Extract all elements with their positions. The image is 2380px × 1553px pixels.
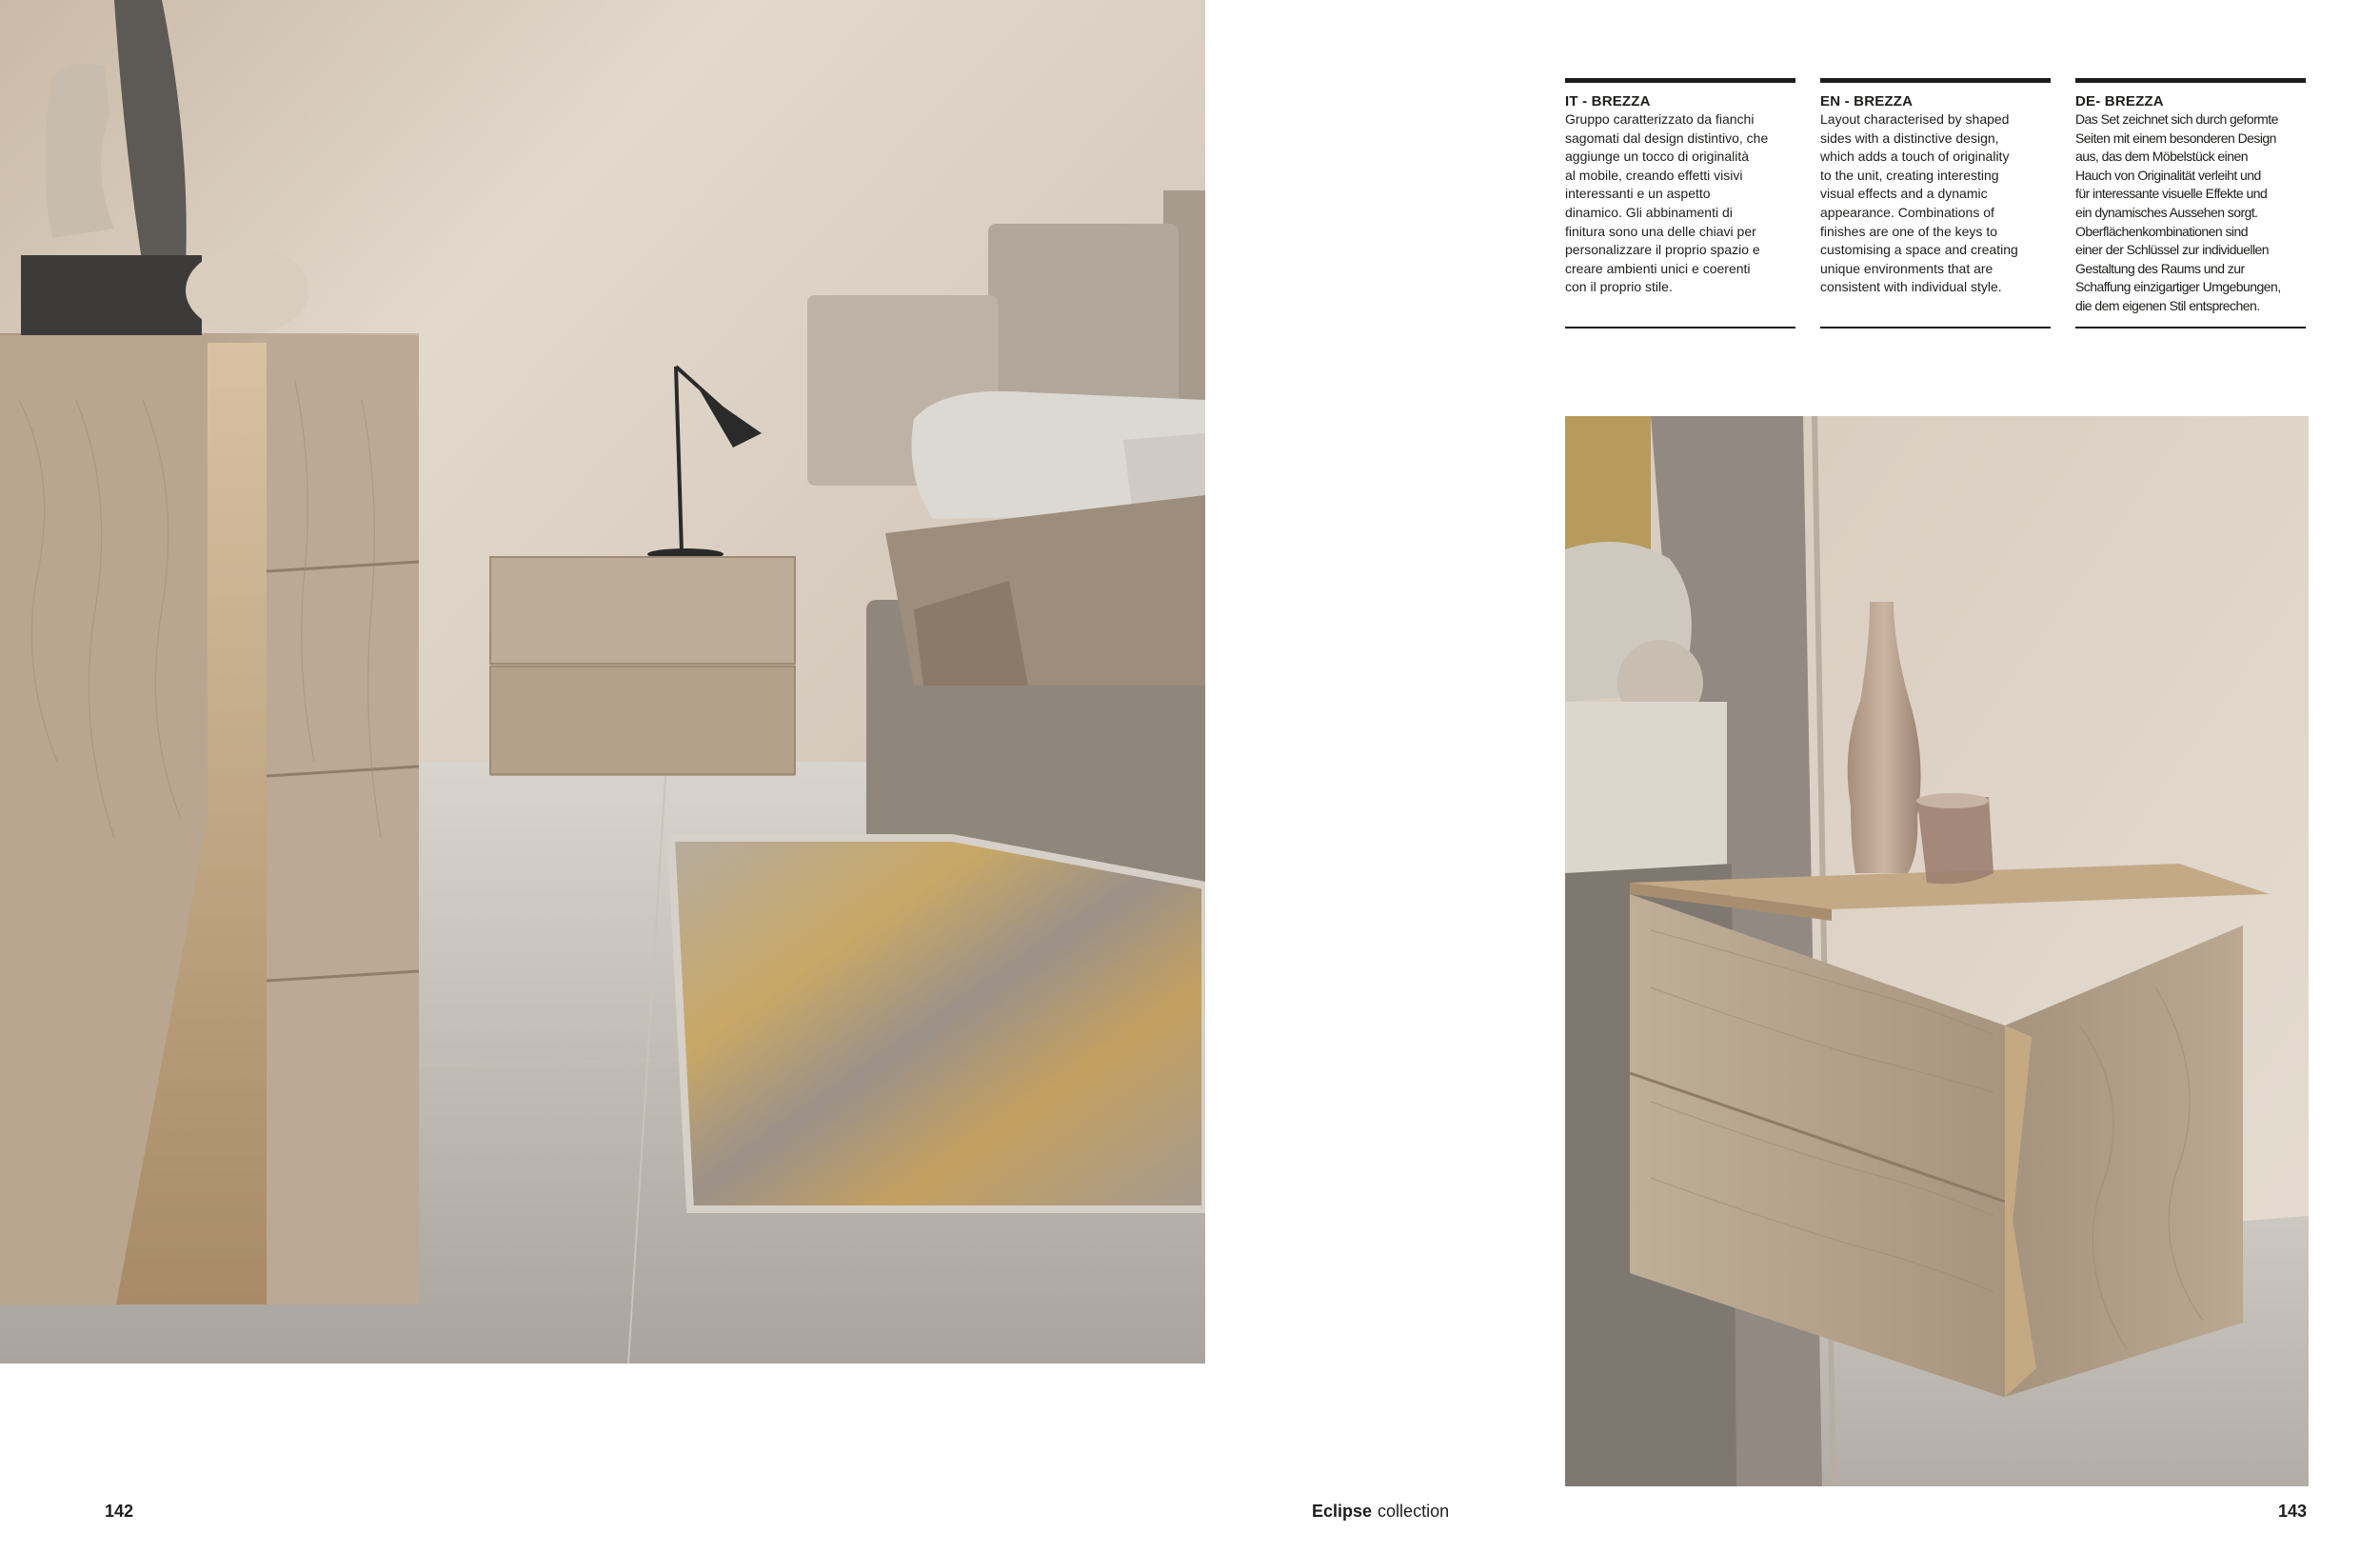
- body-line: finitura sono una delle chiavi per: [1565, 223, 1756, 239]
- body-line: Das Set zeichnet sich durch geformte: [2075, 111, 2278, 127]
- body-line: personalizzare il proprio spazio e: [1565, 242, 1760, 258]
- body-line: Oberflächenkombinationen sind: [2075, 223, 2248, 239]
- body-line: Hauch von Originalität verleiht und: [2075, 167, 2261, 183]
- column-heading: IT - BREZZA: [1565, 93, 1651, 110]
- body-line: für interessante visuelle Effekte und: [2075, 186, 2268, 202]
- body-line: al mobile, creando effetti visivi: [1565, 167, 1743, 183]
- body-line: creare ambienti unici e coerenti: [1565, 260, 1751, 276]
- body-line: Gestaltung des Raums und zur: [2075, 260, 2245, 276]
- body-line: aus, das dem Möbelstück einen: [2075, 149, 2248, 165]
- body-line: ein dynamisches Aussehen sorgt.: [2075, 204, 2258, 220]
- body-line: customising a space and creating: [1820, 242, 2018, 258]
- column-heading: EN - BREZZA: [1820, 93, 1914, 110]
- text-column-english: [1820, 78, 2051, 297]
- body-line: unique environments that are: [1820, 260, 1993, 276]
- column-top-rule: [1820, 78, 2051, 83]
- brand-name: Eclipse: [1312, 1502, 1373, 1521]
- page-number-right: 143: [2278, 1502, 2308, 1521]
- body-line: interessanti e un aspetto: [1565, 186, 1711, 202]
- body-line: to the unit, creating interesting: [1820, 167, 1999, 183]
- text-column-german: [2075, 78, 2306, 316]
- body-line: sides with a distinctive design,: [1820, 129, 1999, 146]
- text-column-italian: [1565, 78, 1795, 297]
- bedroom-photo: [0, 0, 1205, 1364]
- body-line: finishes are one of the keys to: [1820, 223, 1997, 239]
- column-bottom-rule: [1565, 327, 1795, 329]
- brand-suffix: collection: [1378, 1502, 1450, 1521]
- body-line: visual effects and a dynamic: [1820, 186, 1988, 202]
- body-line: Seiten mit einem besonderen Design: [2075, 129, 2276, 146]
- body-line: con il proprio stile.: [1565, 279, 1673, 295]
- body-line: Layout characterised by shaped: [1820, 111, 2010, 127]
- column-top-rule: [2075, 78, 2306, 83]
- column-bottom-rule: [2075, 327, 2306, 329]
- body-line: die dem eigenen Stil entsprechen.: [2075, 297, 2260, 313]
- nightstand-photo: [1565, 416, 2309, 1486]
- column-body: [2075, 110, 2306, 316]
- collection-title: [1312, 1502, 1449, 1522]
- body-line: dinamico. Gli abbinamenti di: [1565, 204, 1733, 220]
- column-body: [1565, 110, 1795, 297]
- column-bottom-rule: [1820, 327, 2051, 329]
- body-line: appearance. Combinations of: [1820, 204, 1994, 220]
- body-line: einer der Schlüssel zur individuellen: [2075, 242, 2269, 258]
- body-line: aggiunge un tocco di originalità: [1565, 149, 1750, 165]
- column-top-rule: [1565, 78, 1795, 83]
- body-line: Gruppo caratterizzato da fianchi: [1565, 111, 1755, 127]
- body-line: which adds a touch of originality: [1820, 149, 2010, 165]
- body-line: Schaffung einzigartiger Umgebungen,: [2075, 279, 2281, 295]
- body-line: consistent with individual style.: [1820, 279, 2002, 295]
- column-heading: DE- BREZZA: [2075, 93, 2164, 110]
- column-body: [1820, 110, 2051, 297]
- body-line: sagomati dal design distintivo, che: [1565, 129, 1769, 146]
- page-number-left: 142: [105, 1502, 134, 1521]
